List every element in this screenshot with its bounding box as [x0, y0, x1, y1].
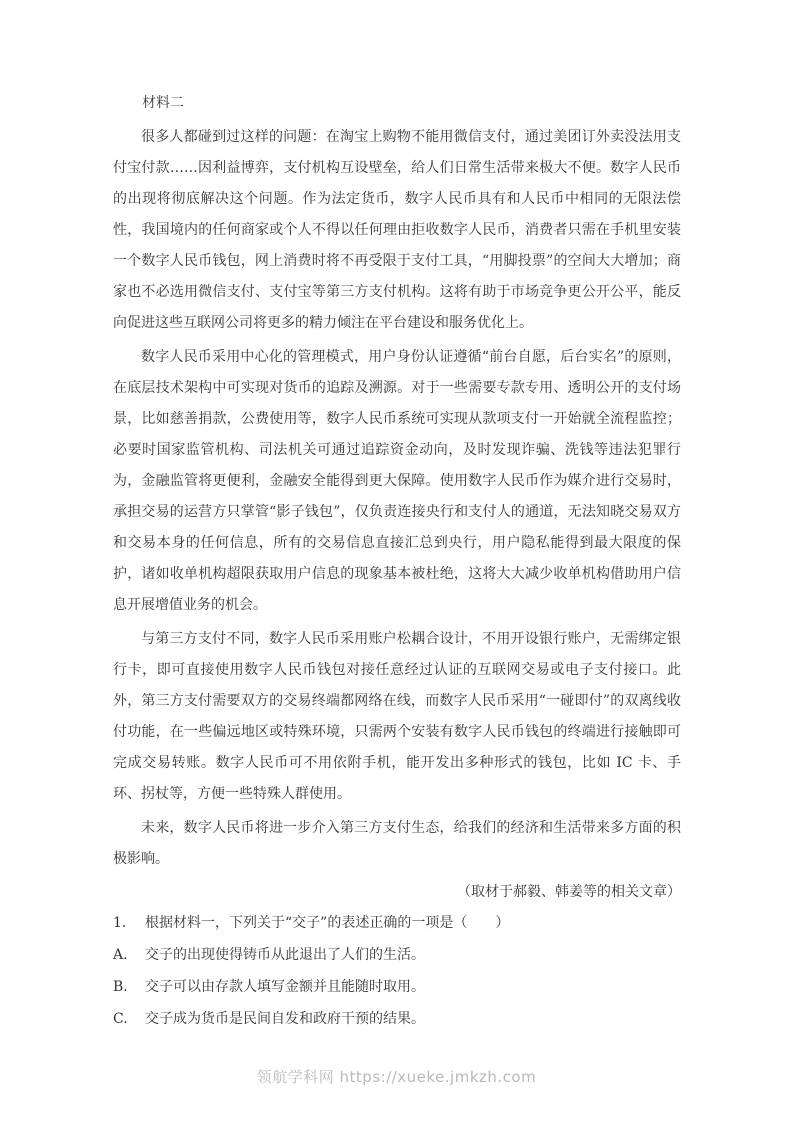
watermark-text: 领航学科网 https://xueke.jmkzh.com	[256, 1068, 537, 1086]
paragraph-3: 与第三方支付不同，数字人民币采用账户松耦合设计，不用开设银行账户，无需绑定银行卡，即可直接使用数字人民币钱包对接任意经过认证的互联网交易或电子支付接口。此外，第三方支付需要双方的交易终端都网络在线，而数字人民币采用“一碰即付”的双离线收付功能，在一些偏远地区或特殊环境，只需两个安装有数字人民币钱包的终端进行接触即可完成交易转账。数字人民币可不用依附手机，能开发出多种形式的钱包，比如 IC 卡、手环、拐杖等，方便一些特殊人群使用。	[113, 631, 681, 802]
option-c-label: C.	[113, 1011, 128, 1027]
reading-passage	[113, 88, 681, 1035]
source-attribution: （取材于郝毅、韩姜等的相关文章）	[457, 884, 681, 900]
paragraph-4: 未来，数字人民币将进一步介入第三方支付生态，给我们的经济和生活带来多方面的积极影响。	[113, 820, 681, 867]
paragraph-2: 数字人民币采用中心化的管理模式，用户身份认证遵循“前台自愿，后台实名”的原则，在底层技术架构中可实现对货币的追踪及溯源。对于一些需要专款专用、透明公开的支付场景，比如慈善捐款，公费使用等，数字人民币系统可实现从款项支付一开始就全流程监控；必要时国家监管机构、司法机关可通过追踪资金动向，及时发现诈骗、洗钱等违法犯罪行为，金融监管将更便利，金融安全能得到更大保障。使用数字人民币作为媒介进行交易时，承担交易的运营方只掌管“影子钱包”，仅负责连接央行和支付人的通道，无法知晓交易双方和交易本身的任何信息，所有的交易信息直接汇总到央行，用户隐私能得到最大限度的保护，诸如收单机构超限获取用户信息的现象基本被杜绝，这将大大减少收单机构借助用户信息开展增值业务的机会。	[113, 349, 681, 613]
option-c-text: 交子成为货币是民间自发和政府干预的结果。	[145, 1011, 425, 1027]
option-c	[113, 1004, 681, 1035]
section-heading: 材料二	[142, 95, 184, 111]
option-b-text: 交子可以由存款人填写金额并且能随时取用。	[145, 979, 425, 995]
watermark-footer	[0, 1066, 793, 1087]
question-stem: 根据材料一，下列关于“交子”的表述正确的一项是（ ）	[145, 915, 510, 931]
option-a-label: A.	[113, 947, 128, 963]
question-1	[113, 908, 681, 939]
question-number: 1.	[113, 915, 127, 931]
option-a-text: 交子的出现使得铸币从此退出了人们的生活。	[145, 947, 425, 963]
option-b	[113, 972, 681, 1003]
option-b-label: B.	[113, 979, 128, 995]
paragraph-1: 很多人都碰到过这样的问题：在淘宝上购物不能用微信支付，通过美团订外卖没法用支付宝付款……因利益博弈，支付机构互设壁垒，给人们日常生活带来极大不便。数字人民币的出现将彻底解决这个问题。作为法定货币，数字人民币具有和人民币中相同的无限法偿性，我国境内的任何商家或个人不得以任何理由拒收数字人民币，消费者只需在手机里安装一个数字人民币钱包，网上消费时将不再受限于支付工具，“用脚投票”的空间大大增加；商家也不必选用微信支付、支付宝等第三方支付机构。这将有助于市场竞争更公开公平，能反向促进这些互联网公司将更多的精力倾注在平台建设和服务优化上。	[113, 129, 681, 331]
option-a	[113, 940, 681, 971]
